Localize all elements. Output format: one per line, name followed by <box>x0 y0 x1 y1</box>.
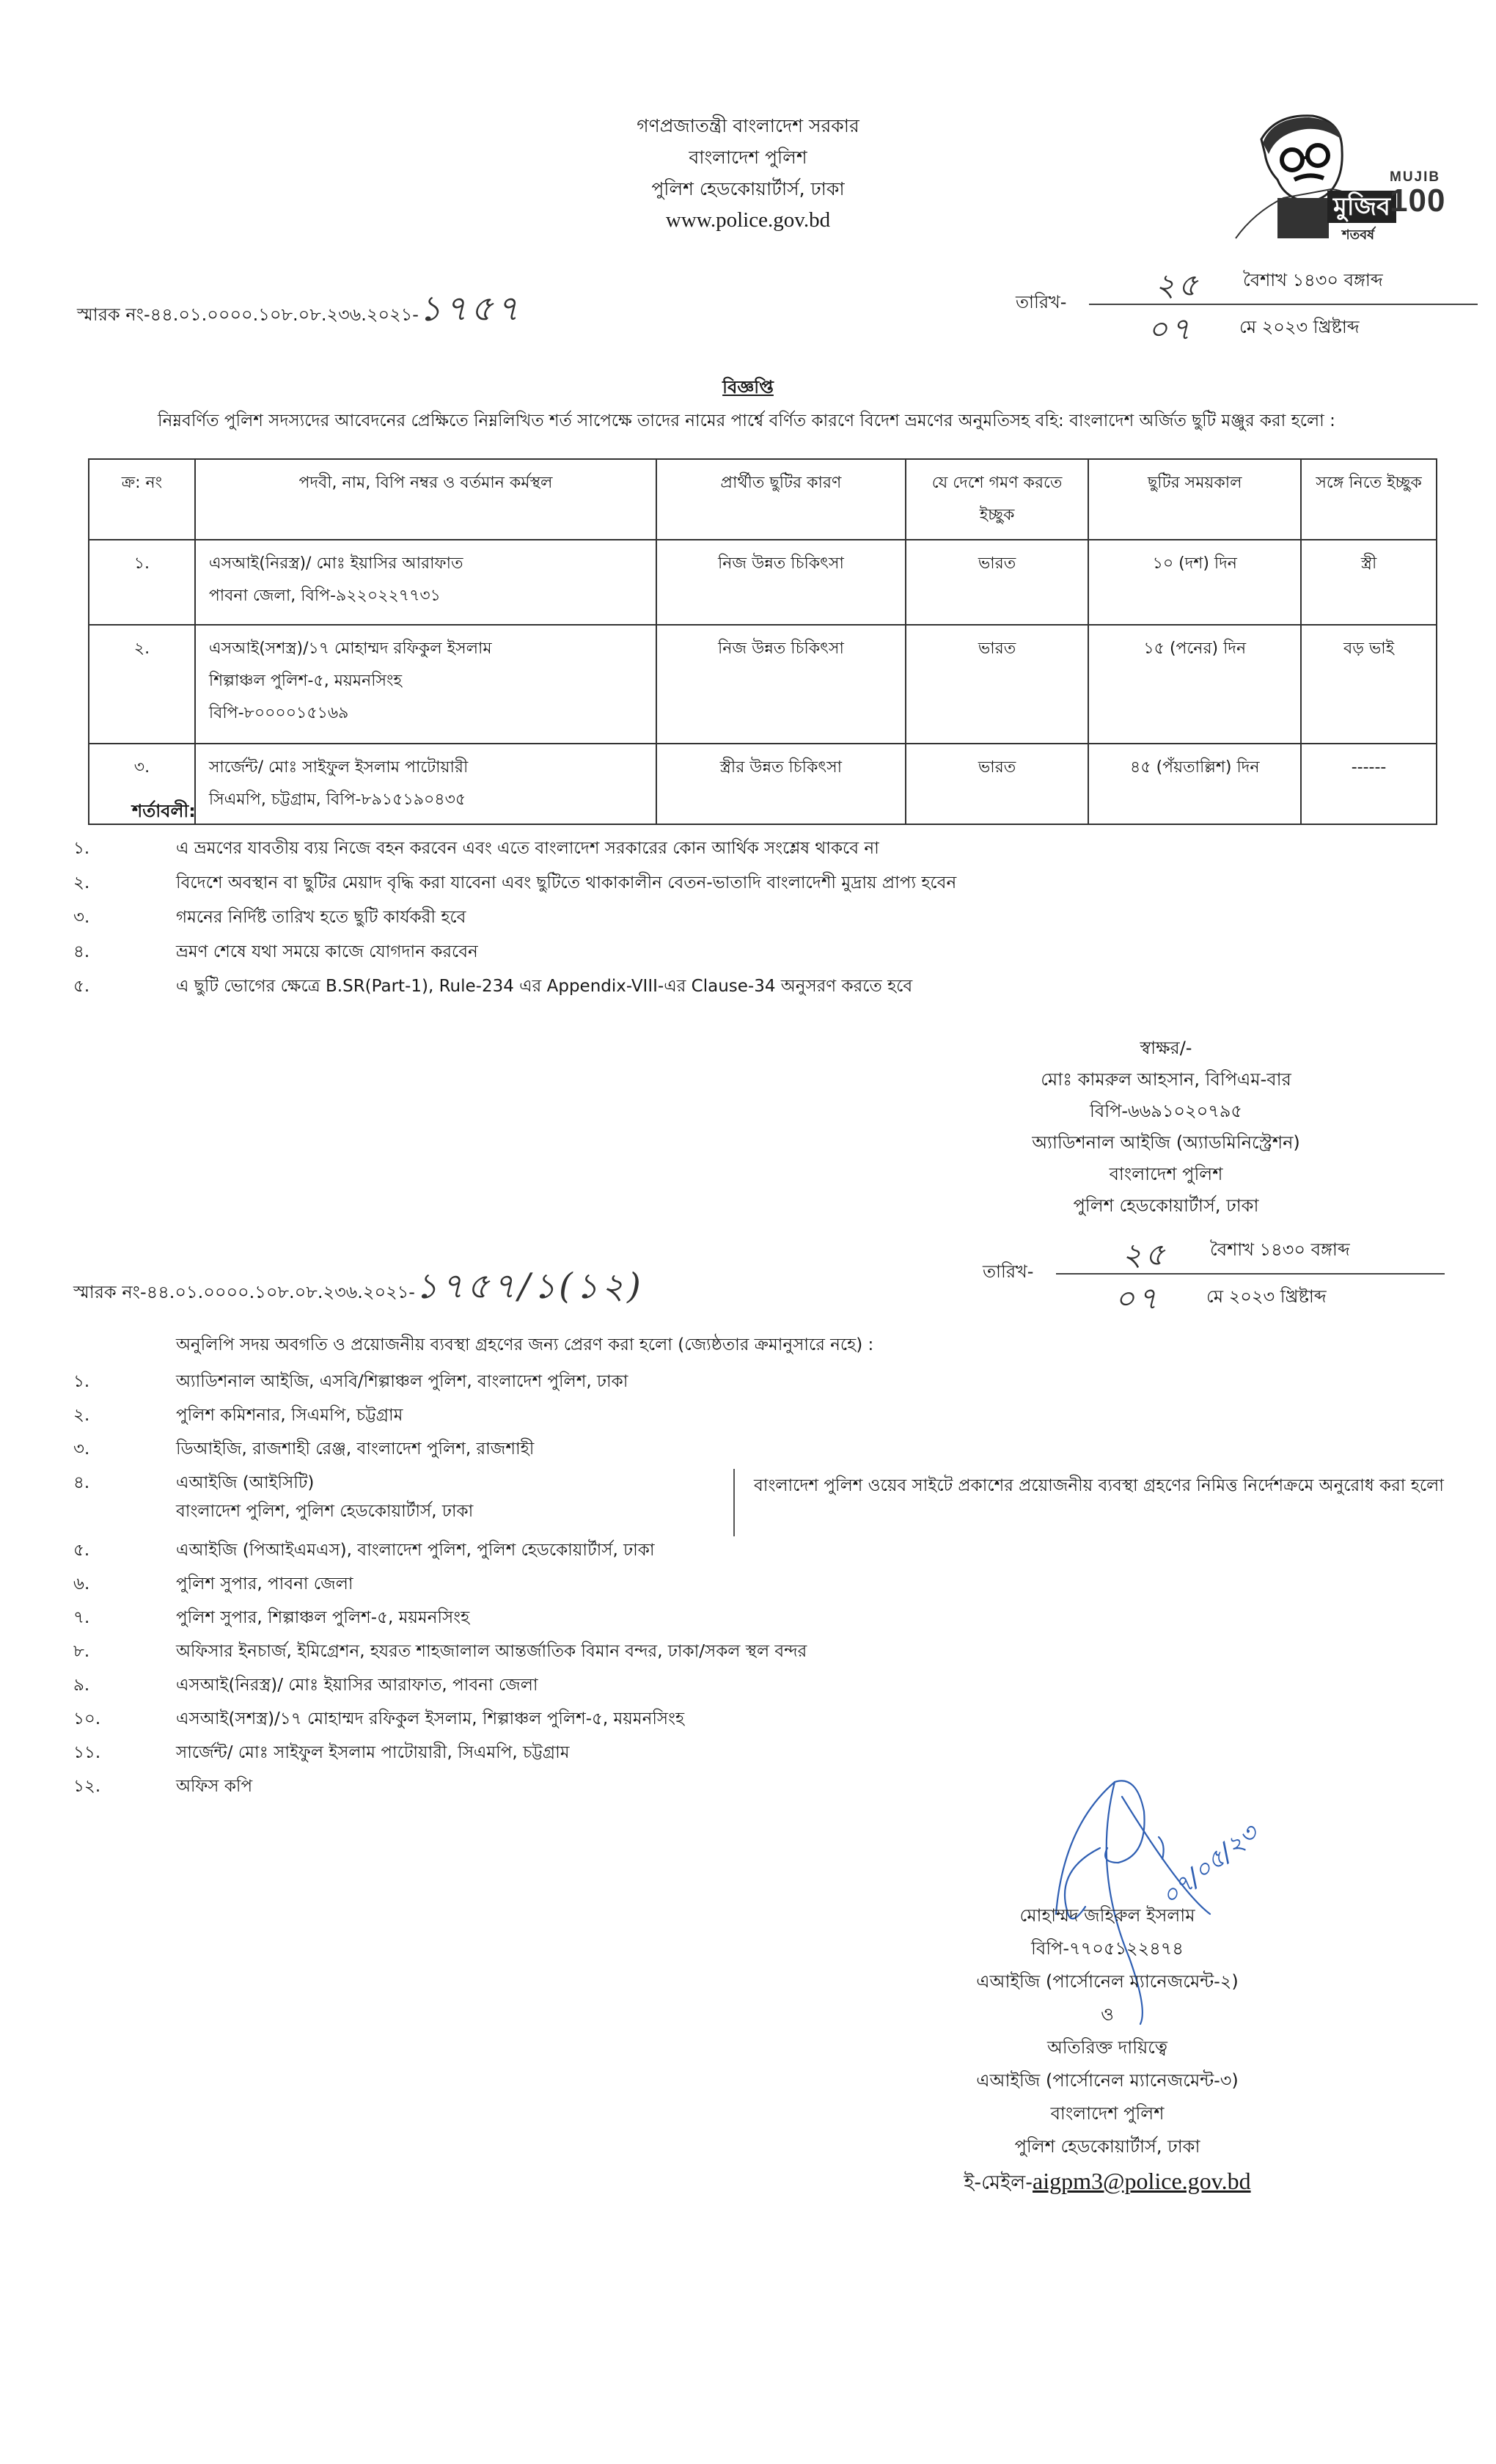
conditions-title: শর্তাবলী: <box>132 801 196 821</box>
cell-companion: স্ত্রী <box>1301 540 1437 625</box>
email-line <box>851 2165 1364 2199</box>
item-number: ১১. <box>73 1743 101 1762</box>
item-number: ৩. <box>73 908 90 927</box>
signatory-designation-2: এআইজি (পার্সোনেল ম্যানেজমেন্ট-৩) <box>976 2070 1239 2091</box>
detail-line: বিপি-৮০০০০১৫১৬৯ <box>208 704 349 722</box>
detail-line: সার্জেন্ট/ মোঃ সাইফুল ইসলাম পাটোয়ারী <box>208 758 469 777</box>
signatory-office: পুলিশ হেডকোয়ার্টার্স, ঢাকা <box>1014 2136 1200 2157</box>
memo-number <box>77 282 522 340</box>
english-day-handwritten: ০৭ <box>1115 1280 1161 1316</box>
item-text: এআইজি (পিআইএমএস), বাংলাদেশ পুলিশ, পুলিশ হেডকোয়ার্টার্স, ঢাকা <box>176 1541 655 1560</box>
detail-line: এসআই(সশস্ত্র)/১৭ মোহাম্মদ রফিকুল ইসলাম <box>208 639 492 658</box>
conditions-list <box>73 835 1437 1007</box>
cell-serial: ২. <box>89 625 195 744</box>
col-header-serial: ক্র: নং <box>89 459 195 540</box>
item-line: বাংলাদেশ পুলিশ, পুলিশ হেডকোয়ার্টার্স, ঢাকা <box>176 1502 474 1521</box>
logo-bangla-sub: শতবর্ষ <box>1342 227 1375 243</box>
col-header-duration: ছুটির সময়কাল <box>1088 459 1301 540</box>
signatory-block-2 <box>851 1899 1364 2199</box>
bangla-date-text: বৈশাখ ১৪৩০ বঙ্গাব্দ <box>1210 1239 1350 1260</box>
signatory-org: বাংলাদেশ পুলিশ <box>1050 2103 1165 2124</box>
item-text: এ ভ্রমণের যাবতীয় ব্যয় নিজে বহন করবেন এবং এতে বাংলাদেশ সরকারের কোন আর্থিক সংশ্লেষ থাকবে না <box>176 839 879 858</box>
email-label: ই-মেইল- <box>964 2171 1033 2194</box>
cell-reason: স্ত্রীর উন্নত চিকিৎসা <box>656 744 906 824</box>
cell-reason: নিজ উন্নত চিকিৎসা <box>656 540 906 625</box>
copy-intro: অনুলিপি সদয় অবগতি ও প্রয়োজনীয় ব্যবস্থা গ্রহণের জন্য প্রেরণ করা হলো (জ্যেষ্ঠতার ক্রমানুসারে নহে) : <box>176 1335 874 1354</box>
cell-duration: ১০ (দশ) দিন <box>1088 540 1301 625</box>
item-number: ৫. <box>73 977 90 996</box>
memo-handwritten-number: ১৭৫৭/১(১২) <box>414 1266 644 1307</box>
table-row <box>89 540 1437 625</box>
cell-serial: ৩. <box>89 744 195 824</box>
item-number: ৯. <box>73 1676 90 1695</box>
notice-title: বিজ্ঞপ্তি <box>722 377 774 397</box>
item-text: অফিসার ইনচার্জ, ইমিগ্রেশন, হযরত শাহজালাল আন্তর্জাতিক বিমান বন্দর, ঢাকা/সকল স্থল বন্দর <box>176 1642 807 1661</box>
cell-duration: ১৫ (পনের) দিন <box>1088 625 1301 744</box>
item-text: ভ্রমণ শেষে যথা সময়ে কাজে যোগদান করবেন <box>176 942 478 961</box>
government-name: গণপ্রজাতন্ত্রী বাংলাদেশ সরকার <box>637 115 859 136</box>
signatory-designation: অ্যাডিশনাল আইজি (অ্যাডমিনিস্ট্রেশন) <box>1032 1132 1300 1153</box>
detail-line: সিএমপি, চট্টগ্রাম, বিপি-৮৯১৫১৯০৪৩৫ <box>208 791 466 809</box>
list-item <box>73 1435 1467 1469</box>
list-item <box>73 1671 1467 1705</box>
item-text: এসআই(সশস্ত্র)/১৭ মোহাম্মদ রফিকুল ইসলাম, শিল্পাঞ্চল পুলিশ-৫, ময়মনসিংহ <box>176 1709 685 1728</box>
col-header-country: যে দেশে গমণ করতে ইচ্ছুক <box>906 459 1089 540</box>
signatory-block <box>909 1033 1423 1222</box>
list-item <box>73 869 1437 903</box>
item-text: গমনের নির্দিষ্ট তারিখ হতে ছুটি কার্যকরী হবে <box>176 908 466 927</box>
memo-handwritten-number: ১৭৫৭ <box>418 288 522 329</box>
signature-date: ০৭/০৫/২৩ <box>1155 1818 1264 1913</box>
list-item <box>73 1536 1467 1570</box>
signatory-bp: বিপি-৭৭০৫১২২৪৭৪ <box>1031 1938 1184 1959</box>
cell-reason: নিজ উন্নত চিকিৎসা <box>656 625 906 744</box>
list-item <box>73 1401 1467 1435</box>
memo-prefix: স্মারক নং-৪৪.০১.০০০০.১০৮.০৮.২৩৬.২০২১- <box>77 304 419 325</box>
col-header-companion: সঙ্গে নিতে ইচ্ছুক <box>1301 459 1437 540</box>
item4-note: বাংলাদেশ পুলিশ ওয়েব সাইটে প্রকাশের প্রয়োজনীয় ব্যবস্থা গ্রহণের নিমিত্ত নির্দেশক্রমে অনুরোধ করা হলো <box>733 1469 1487 1536</box>
notice-intro: নিম্নবর্ণিত পুলিশ সদস্যদের আবেদনের প্রেক্ষিতে নিম্নলিখিত শর্ত সাপেক্ষে তাদের নামের পার্শ্বে বর্ণিত কারণে বিদেশ ভ্রমণের অনুমতিসহ বহি: বাংলাদেশ অর্জিত ছুটি মঞ্জুর করা হলো : <box>158 411 1335 430</box>
memo-prefix: স্মারক নং-৪৪.০১.০০০০.১০৮.০৮.২৩৬.২০২১- <box>73 1282 415 1302</box>
list-item <box>73 1705 1467 1739</box>
item-number: ১. <box>73 839 90 858</box>
cell-serial: ১. <box>89 540 195 625</box>
signatory-bp: বিপি-৬৬৯১০২০৭৯৫ <box>1090 1101 1242 1121</box>
logo-bangla-main: মুজিব <box>1327 191 1396 223</box>
cell-duration: ৪৫ (পঁয়তাল্লিশ) দিন <box>1088 744 1301 824</box>
leave-grant-table <box>88 458 1437 825</box>
bangla-day-handwritten: ২৫ <box>1122 1236 1168 1272</box>
cell-country: ভারত <box>906 540 1089 625</box>
english-day-handwritten: ০৭ <box>1148 311 1194 347</box>
table-row <box>89 744 1437 824</box>
signatory-designation: এআইজি (পার্সোনেল ম্যানেজমেন্ট-২) <box>976 1971 1239 1992</box>
list-item <box>73 1638 1467 1671</box>
item-text: সার্জেন্ট/ মোঃ সাইফুল ইসলাম পাটোয়ারী, সিএমপি, চট্টগ্রাম <box>176 1743 570 1762</box>
cell-details <box>195 625 656 744</box>
copy-distribution-list <box>73 1368 1467 1806</box>
item-number: ১০. <box>73 1709 101 1728</box>
cell-companion: বড় ভাই <box>1301 625 1437 744</box>
item-number: ৫. <box>73 1541 90 1560</box>
list-item <box>73 1570 1467 1604</box>
list-item <box>73 835 1437 869</box>
office-name: পুলিশ হেডকোয়ার্টার্স, ঢাকা <box>651 178 845 199</box>
cell-country: ভারত <box>906 625 1089 744</box>
english-date-text: মে ২০২৩ খ্রিষ্টাব্দ <box>1239 317 1360 337</box>
signed-mark: স্বাক্ষর/- <box>1140 1038 1192 1058</box>
logo-english-top: MUJIB <box>1390 169 1441 185</box>
list-item <box>73 1368 1467 1401</box>
table-header-row <box>89 459 1437 540</box>
signatory-office: পুলিশ হেডকোয়ার্টার্স, ঢাকা <box>1073 1195 1259 1216</box>
list-item <box>73 1604 1467 1638</box>
item-number: ১২. <box>73 1777 101 1796</box>
col-header-reason: প্রার্থীত ছুটির কারণ <box>656 459 906 540</box>
item-text: পুলিশ সুপার, পাবনা জেলা <box>176 1574 353 1594</box>
item-text: বিদেশে অবস্থান বা ছুটির মেয়াদ বৃদ্ধি করা যাবেনা এবং ছুটিতে থাকাকালীন বেতন-ভাতাদি বাংলাদেশী মুদ্রায় প্রাপ্য হবেন <box>176 873 957 892</box>
detail-line: পাবনা জেলা, বিপি-৯২২০২২৭৭৩১ <box>208 587 441 605</box>
item-number: ৬. <box>73 1574 90 1594</box>
cell-details <box>195 744 656 824</box>
copy-memo-number <box>73 1260 644 1318</box>
mujib-100-logo <box>1232 110 1474 242</box>
list-item <box>73 938 1437 972</box>
item-text: এ ছুটি ভোগের ক্ষেত্রে B.SR(Part-1), Rule-234 এর Appendix-VIII-এর Clause-34 অনুসরণ করতে হবে <box>176 977 913 996</box>
additional-charge: অতিরিক্ত দায়িত্বে <box>1047 2037 1167 2058</box>
item-text <box>176 1469 473 1526</box>
signatory-name: মোহাম্মদ জহিরুল ইসলাম <box>1019 1905 1195 1926</box>
item-text: ডিআইজি, রাজশাহী রেঞ্জ, বাংলাদেশ পুলিশ, রাজশাহী <box>176 1440 535 1459</box>
item-number: ৮. <box>73 1642 90 1661</box>
website-link[interactable]: www.police.gov.bd <box>665 208 831 232</box>
item-text: অফিস কপি <box>176 1777 253 1796</box>
email-link[interactable]: aigpm3@police.gov.bd <box>1033 2168 1251 2194</box>
date-block <box>1016 263 1485 347</box>
item-number: ৩. <box>73 1440 90 1459</box>
item-number: ২. <box>73 873 90 892</box>
date-label: তারিখ- <box>1016 292 1067 312</box>
cell-details <box>195 540 656 625</box>
letterhead <box>513 110 983 236</box>
item-line: এআইজি (আইসিটি) <box>176 1473 315 1492</box>
item-number: ৪. <box>73 1473 90 1492</box>
signatory-name: মোঃ কামরুল আহসান, বিপিএম-বার <box>1041 1069 1291 1090</box>
cell-country: ভারত <box>906 744 1089 824</box>
detail-line: শিল্পাঞ্চল পুলিশ-৫, ময়মনসিংহ <box>208 672 403 690</box>
logo-english-bottom: 100 <box>1390 183 1446 219</box>
cell-companion: ------ <box>1301 744 1437 824</box>
list-item <box>73 903 1437 938</box>
item-text: অ্যাডিশনাল আইজি, এসবি/শিল্পাঞ্চল পুলিশ, বাংলাদেশ পুলিশ, ঢাকা <box>176 1372 628 1391</box>
table-row <box>89 625 1437 744</box>
signatory-org: বাংলাদেশ পুলিশ <box>1109 1164 1223 1184</box>
item-number: ৭. <box>73 1608 90 1627</box>
conjunction: ও <box>1101 2004 1114 2025</box>
detail-line: এসআই(নিরস্ত্র)/ মোঃ ইয়াসির আরাফাত <box>208 554 463 573</box>
date-label: তারিখ- <box>983 1261 1034 1282</box>
bangla-day-handwritten: ২৫ <box>1155 267 1201 303</box>
item-text: পুলিশ কমিশনার, সিএমপি, চট্টগ্রাম <box>176 1406 403 1425</box>
col-header-details: পদবী, নাম, বিপি নম্বর ও বর্তমান কর্মস্থল <box>195 459 656 540</box>
bangla-date-text: বৈশাখ ১৪৩০ বঙ্গাব্দ <box>1243 270 1383 290</box>
item-number: ১. <box>73 1372 90 1391</box>
item-text: পুলিশ সুপার, শিল্পাঞ্চল পুলিশ-৫, ময়মনসিংহ <box>176 1608 470 1627</box>
item-number: ৪. <box>73 942 90 961</box>
item-text: এসআই(নিরস্ত্র)/ মোঃ ইয়াসির আরাফাত, পাবনা জেলা <box>176 1676 538 1695</box>
list-item <box>73 972 1437 1007</box>
department-name: বাংলাদেশ পুলিশ <box>689 147 807 168</box>
item-number: ২. <box>73 1406 90 1425</box>
english-date-text: মে ২০২৩ খ্রিষ্টাব্দ <box>1206 1286 1327 1307</box>
copy-date-block <box>983 1232 1452 1316</box>
